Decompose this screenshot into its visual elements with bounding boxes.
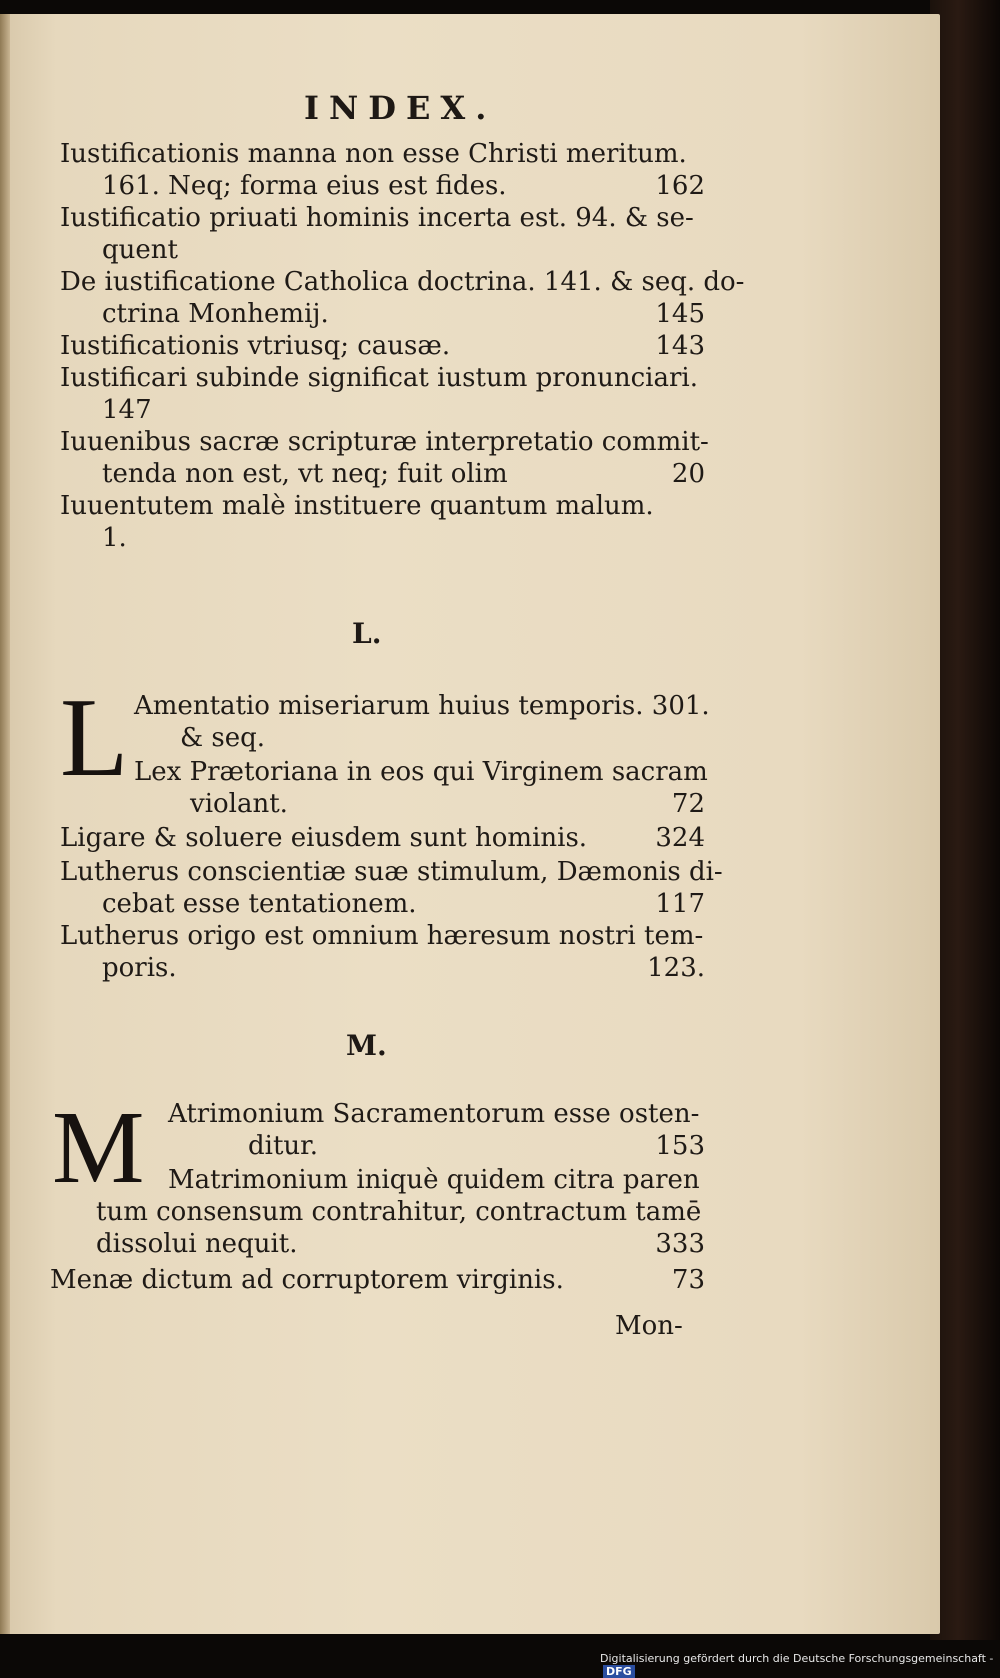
page-number: 72 (671, 789, 705, 819)
entry-text: tenda non est, vt neq; fuit olim (102, 459, 508, 489)
page-number: 153 (655, 1131, 705, 1161)
running-head: INDEX. (304, 89, 497, 127)
index-entry-3 (60, 266, 745, 330)
index-entry-l1 (134, 690, 710, 754)
entry-text: tum consensum contrahitur, contractum tamē (96, 1197, 702, 1227)
drop-cap-M: M (52, 1090, 145, 1205)
entry-text: Menæ dictum ad corruptorem virginis. (50, 1265, 564, 1295)
entry-text: ditur. (248, 1131, 318, 1161)
entry-text: dissolui nequit. (96, 1229, 298, 1259)
index-entry-4 (60, 330, 705, 362)
entry-text: Iuuenibus sacræ scripturæ interpretatio commit- (60, 427, 709, 457)
index-entry-7 (60, 490, 705, 554)
index-entry-m3 (50, 1264, 705, 1296)
entry-text: Iustificatio priuati hominis incerta est. 94. & se- (60, 203, 694, 233)
entry-text: Lex Prætoriana in eos qui Virginem sacram (134, 757, 708, 787)
entry-text: Atrimonium Sacramentorum esse osten- (168, 1099, 700, 1129)
entry-text: & seq. (180, 723, 266, 753)
page-number: 20 (671, 459, 705, 489)
entry-text: 1. (102, 523, 127, 553)
section-heading-M: M. (346, 1029, 387, 1062)
entry-text: Lutherus origo est omnium hæresum nostri tem- (60, 921, 704, 951)
drop-cap-L: L (60, 676, 129, 800)
index-entry-2 (60, 202, 705, 266)
entry-text: cebat esse tentationem. (102, 889, 417, 919)
entry-text: Lutherus conscientiæ suæ stimulum, Dæmonis di- (60, 857, 723, 887)
entry-text: Amentatio miseriarum huius temporis. 301. (134, 691, 710, 721)
entry-text: Iustificari subinde significat iustum pronunciari. (60, 363, 698, 393)
entry-text: Matrimonium iniquè quidem citra paren (168, 1165, 700, 1195)
footer-text: Digitalisierung gefördert durch die Deutsche Forschungsgemeinschaft - (600, 1652, 994, 1665)
book-edge (930, 0, 1000, 1640)
page-number: 145 (655, 299, 705, 329)
page-number: 143 (655, 331, 705, 361)
index-entry-l4 (60, 856, 723, 920)
entry-text: poris. (102, 953, 177, 983)
page-number: 117 (655, 889, 705, 919)
entry-text: ctrina Monhemij. (102, 299, 329, 329)
entry-text: Iustificationis manna non esse Christi meritum. (60, 139, 687, 169)
index-entry-6 (60, 426, 709, 490)
index-entry-l2 (134, 756, 708, 820)
footer-credit (600, 1652, 1000, 1678)
page-number: 73 (671, 1265, 705, 1295)
index-entry-5 (60, 362, 705, 426)
dfg-logo: DFG (603, 1665, 635, 1678)
entry-text: violant. (190, 789, 288, 819)
page-number: 123. (647, 953, 705, 983)
index-entry-m2 (60, 1164, 705, 1260)
section-heading-L: L. (352, 617, 382, 650)
page-number: 324 (655, 823, 705, 853)
entry-text: 161. Neq; forma eius est fides. (102, 171, 507, 201)
index-entry-m1 (168, 1098, 705, 1162)
page-number: 162 (655, 171, 705, 201)
entry-text: De iustificatione Catholica doctrina. 141. & seq. do- (60, 267, 745, 297)
index-entry-l5 (60, 920, 705, 984)
entry-text: quent (102, 235, 178, 265)
page-number: 333 (655, 1229, 705, 1259)
index-entry-l3 (60, 822, 705, 854)
entry-text: Iuuentutem malè instituere quantum malum. (60, 491, 654, 521)
catchword: Mon- (615, 1311, 683, 1341)
index-entry-1 (60, 138, 705, 202)
entry-text: Iustificationis vtriusq; causæ. (60, 331, 451, 361)
entry-text: 147 (102, 395, 152, 425)
page-gutter (0, 14, 10, 1634)
entry-text: Ligare & soluere eiusdem sunt hominis. (60, 823, 588, 853)
